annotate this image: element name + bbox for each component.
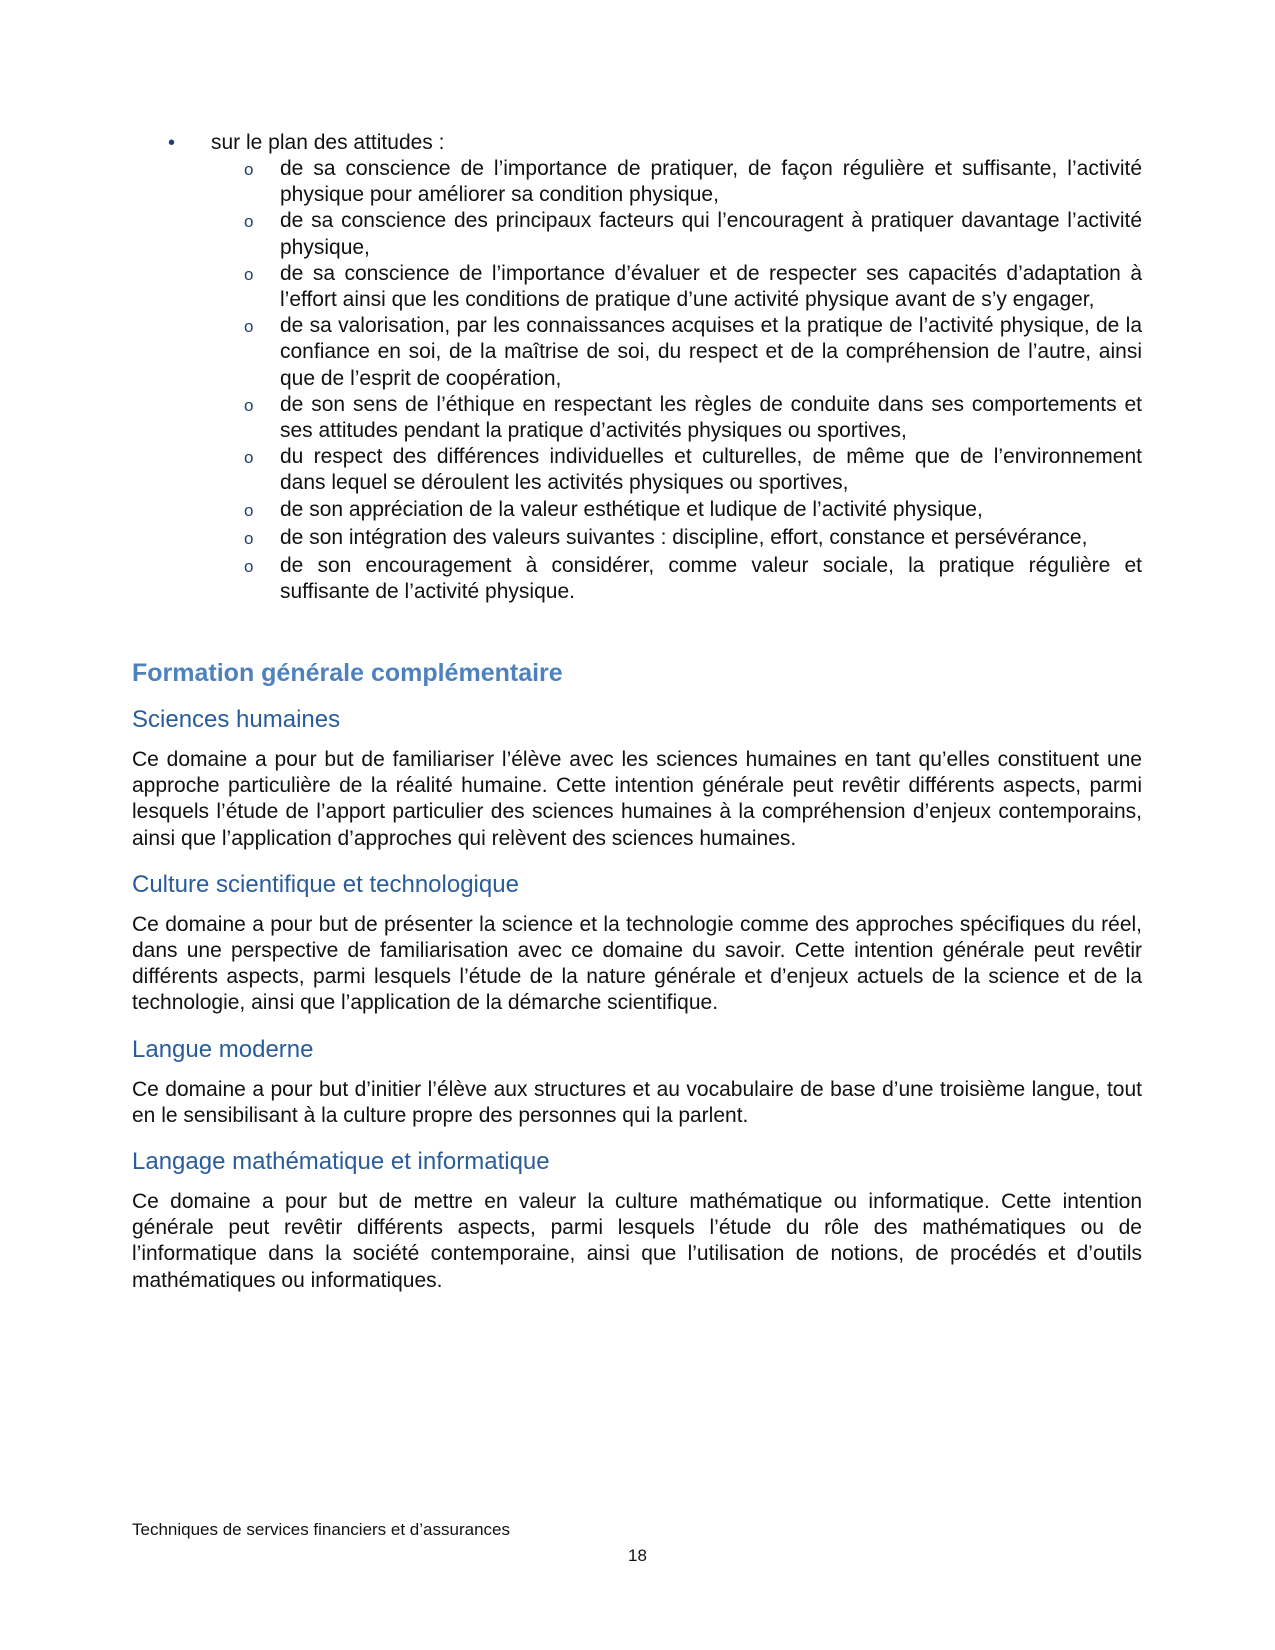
bullet-dot-icon: •	[168, 132, 176, 154]
paragraph-culture-scientifique: Ce domaine a pour but de présenter la science et la technologie comme des approches spécifiques du réel, dans une perspective de familiarisation avec ce domaine du savoir. Cette intention générale peut revêtir différents aspects, parmi lesquels l’étude de la nature générale et d’enjeux actuels de la science et de la technologie, ainsi que l’application de la démarche scientifique.	[132, 912, 1142, 1015]
hollow-circle-icon: o	[244, 212, 254, 232]
hollow-circle-icon: o	[244, 264, 254, 284]
list-item	[244, 261, 1142, 313]
footer-document-title: Techniques de services financiers et d’assurances	[132, 1520, 510, 1539]
subsection-heading-langue-moderne: Langue moderne	[132, 1035, 314, 1063]
page-number: 18	[628, 1546, 647, 1565]
paragraph-sciences-humaines: Ce domaine a pour but de familiariser l’élève avec les sciences humaines en tant qu’elles constituent une approche particulière de la réalité humaine. Cette intention générale peut revêtir différents aspects, parmi lesquels l’étude de l’apport particulier des sciences humaines à la compréhension d’enjeux contemporains, ainsi que l’application d’approches qui relèvent des sciences humaines.	[132, 748, 1142, 850]
hollow-circle-icon: o	[244, 556, 254, 576]
list-item-text: de son intégration des valeurs suivantes : discipline, effort, constance et persévérance,	[280, 525, 1088, 549]
subsection-heading-langage-mathematique: Langage mathématique et informatique	[132, 1148, 550, 1176]
list-item	[244, 553, 1142, 605]
list-item	[244, 525, 1142, 553]
list-item-text: de sa conscience des principaux facteurs qui l’encouragent à pratiquer davantage l’activité physique,	[280, 209, 1142, 259]
list-item-text: du respect des différences individuelles et culturelles, de même que de l’environnement dans lequel se déroulent les activités physiques ou sportives,	[280, 445, 1142, 495]
section-heading: Formation générale complémentaire	[132, 659, 563, 688]
attitudes-lead: sur le plan des attitudes :	[211, 131, 445, 154]
list-item	[244, 208, 1142, 260]
paragraph-langage-mathematique: Ce domaine a pour but de mettre en valeur la culture mathématique ou informatique. Cette intention générale peut revêtir différents aspects, parmi lesquels l’étude du rôle des mathématiques ou de l’informatique dans la société contemporaine, ainsi que l’utilisation de notions, de procédés et d’outils mathématiques ou informatiques.	[132, 1190, 1142, 1292]
list-item-text: de son appréciation de la valeur esthétique et ludique de l’activité physique,	[280, 497, 983, 521]
hollow-circle-icon: o	[244, 500, 254, 520]
list-item	[244, 444, 1142, 496]
list-item-text: de sa conscience de l’importance de pratiquer, de façon régulière et suffisante, l’activité physique pour améliorer sa condition physique,	[280, 157, 1142, 207]
hollow-circle-icon: o	[244, 395, 254, 415]
hollow-circle-icon: o	[244, 317, 254, 337]
hollow-circle-icon: o	[244, 160, 254, 179]
page-content	[132, 130, 1142, 1294]
hollow-circle-icon: o	[244, 528, 254, 548]
list-item	[244, 497, 1142, 525]
attitudes-bullet	[168, 130, 1142, 156]
list-item-text: de sa conscience de l’importance d’évaluer et de respecter ses capacités d’adaptation à l’effort ainsi que les conditions de pratique d’une activité physique avant de s’y engager,	[280, 261, 1142, 312]
list-item	[244, 156, 1142, 208]
list-item-text: de son sens de l’éthique en respectant les règles de conduite dans ses comportements et ses attitudes pendant la pratique d’activités physiques ou sportives,	[280, 392, 1142, 443]
subsection-heading-sciences-humaines: Sciences humaines	[132, 706, 341, 734]
list-item	[244, 313, 1142, 392]
paragraph-langue-moderne: Ce domaine a pour but d’initier l’élève aux structures et au vocabulaire de base d’une troisième langue, tout en le sensibilisant à la culture propre des personnes qui la parlent.	[132, 1077, 1142, 1127]
list-item-text: de sa valorisation, par les connaissances acquises et la pratique de l’activité physique, de la confiance en soi, de la maîtrise de soi, du respect et de la compréhension de l’autre, ainsi que de l’esprit de coopération,	[280, 314, 1142, 390]
subsection-heading-culture-scientifique: Culture scientifique et technologique	[132, 870, 519, 898]
list-item-text: de son encouragement à considérer, comme valeur sociale, la pratique régulière et suffisante de l’activité physique.	[280, 553, 1142, 603]
attitudes-list	[244, 156, 1142, 605]
list-item	[244, 392, 1142, 444]
hollow-circle-icon: o	[244, 448, 254, 468]
